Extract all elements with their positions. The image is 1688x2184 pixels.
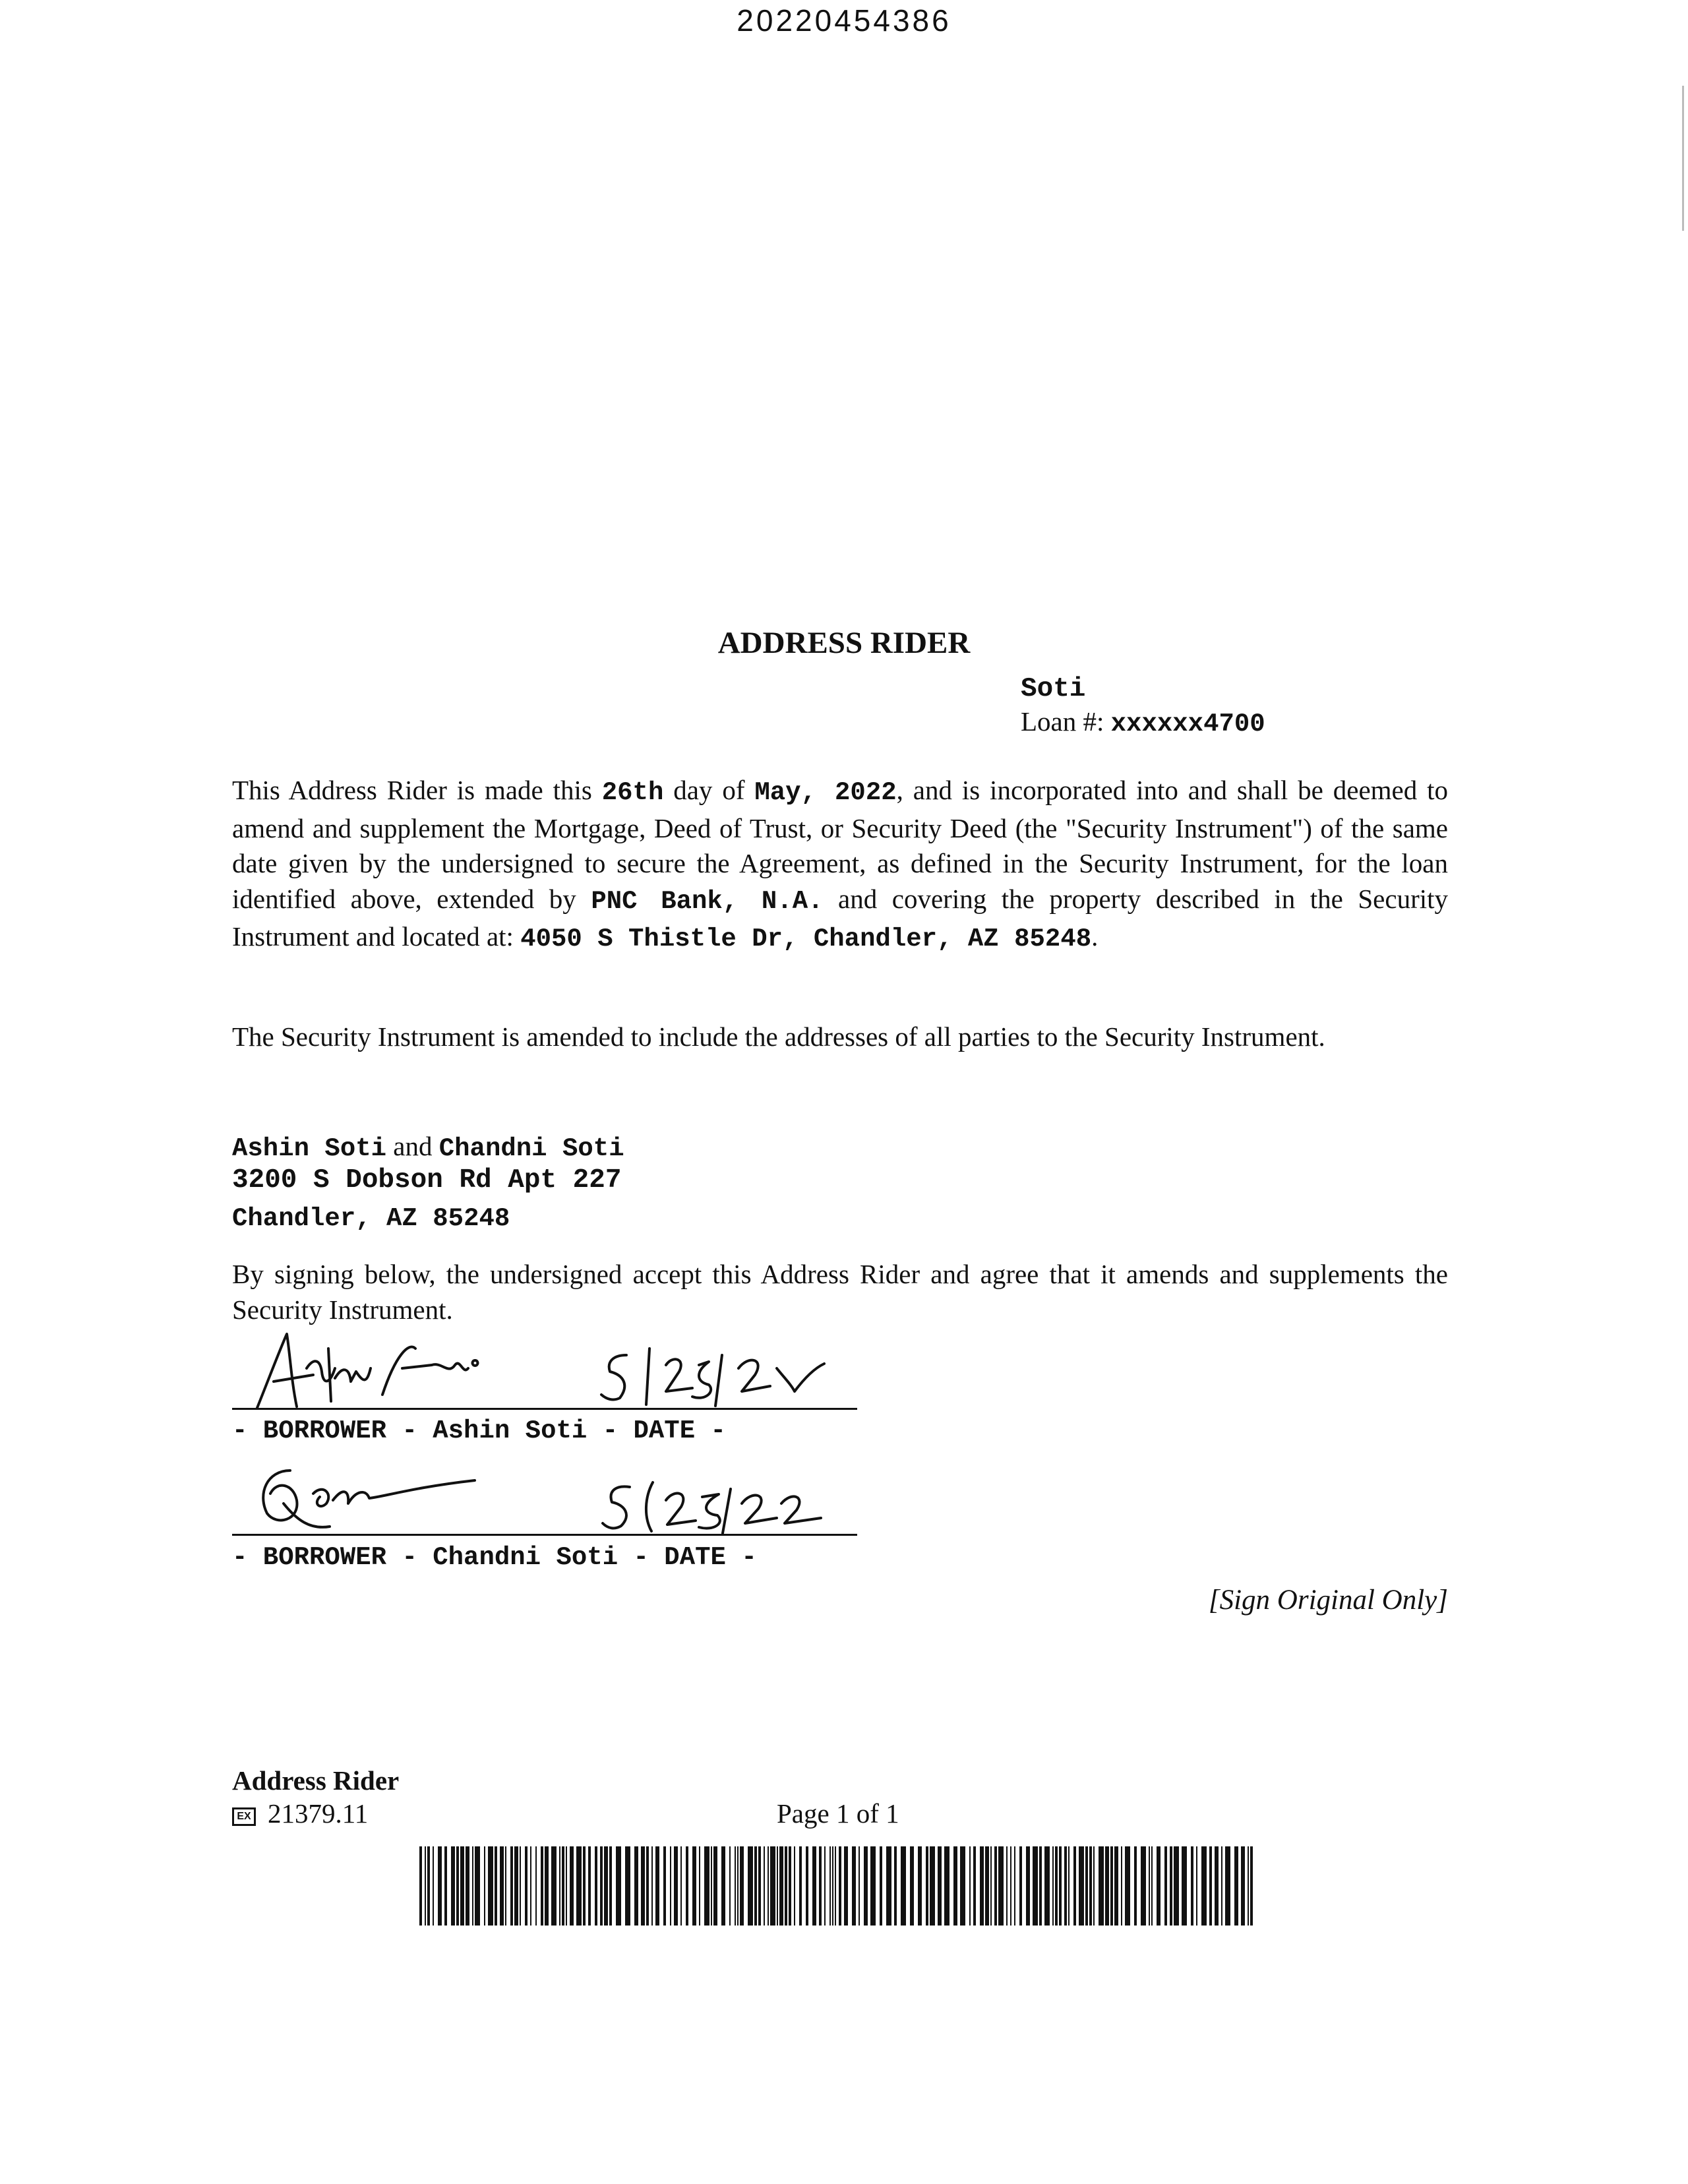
barcode-bar (1196, 1846, 1197, 1926)
barcode-bar (566, 1846, 567, 1926)
barcode-bar (1248, 1846, 1249, 1926)
barcode-bar (674, 1846, 678, 1926)
barcode-bar (505, 1846, 506, 1926)
barcode-bar (535, 1846, 537, 1926)
barcode-bar (918, 1846, 922, 1926)
barcode-bar (1170, 1846, 1172, 1926)
barcode-bar (655, 1846, 659, 1926)
barcode-bar (1121, 1846, 1122, 1926)
barcode-bar (609, 1846, 612, 1926)
barcode-bar (764, 1846, 765, 1926)
barcode-bar (545, 1846, 549, 1926)
party-name-2: Chandni Soti (438, 1134, 624, 1163)
barcode-bar (870, 1846, 876, 1926)
signature-line-2 (232, 1534, 857, 1536)
barcode-bar (1151, 1846, 1153, 1926)
barcode-bar (1141, 1846, 1146, 1926)
barcode-bar (994, 1846, 997, 1926)
barcode-bar (1225, 1846, 1230, 1926)
barcode-bar (433, 1846, 434, 1926)
barcode-bar (1215, 1846, 1219, 1926)
barcode-bar (1033, 1846, 1038, 1926)
barcode-bar (768, 1846, 769, 1926)
barcode-bar (973, 1846, 976, 1926)
amendment-paragraph: The Security Instrument is amended to include the addresses of all parties to the Security Instrument. (232, 1021, 1325, 1052)
barcode-bar (953, 1846, 957, 1926)
barcode-bar (1191, 1846, 1193, 1926)
rider-day: 26th (601, 778, 664, 807)
barcode-bar (1068, 1846, 1070, 1926)
barcode-bar (740, 1846, 744, 1926)
barcode-bar (779, 1846, 783, 1926)
date-handwritten-1 (593, 1345, 857, 1408)
barcode-bar (1059, 1846, 1062, 1926)
barcode-bar (588, 1846, 591, 1926)
barcode-bar (1019, 1846, 1022, 1926)
barcode-bar (551, 1846, 557, 1926)
lender-name: PNC Bank, N.A. (591, 886, 824, 916)
barcode-bar (1221, 1846, 1222, 1926)
barcode-bar (812, 1846, 816, 1926)
barcode-bar (1157, 1846, 1160, 1926)
barcode-bar (864, 1846, 868, 1926)
barcode-bar (910, 1846, 914, 1926)
footer-form-title: Address Rider (232, 1765, 400, 1796)
barcode-bar (886, 1846, 891, 1926)
barcode-bar (495, 1846, 497, 1926)
intro-text-5: . (1091, 921, 1099, 952)
party-joiner: and (386, 1131, 439, 1161)
document-title: ADDRESS RIDER (717, 626, 971, 660)
barcode-bar (789, 1846, 791, 1926)
signature-label-2: - BORROWER - Chandni Soti - DATE - (232, 1543, 757, 1572)
barcode-bar (1052, 1846, 1054, 1926)
barcode-bar (1182, 1846, 1187, 1926)
barcode-bar (500, 1846, 504, 1926)
barcode-bar (704, 1846, 709, 1926)
barcode-bar (735, 1846, 736, 1926)
barcode-bar (794, 1846, 795, 1926)
barcode-bar (419, 1846, 422, 1926)
borrower-surname: Soti (1021, 674, 1086, 704)
barcode-bar (472, 1846, 473, 1926)
barcode-bar (748, 1846, 753, 1926)
barcode-bar (754, 1846, 757, 1926)
barcode-bar (721, 1846, 725, 1926)
signature-label-1: - BORROWER - Ashin Soti - DATE - (232, 1416, 726, 1445)
barcode-bar (562, 1846, 564, 1926)
party-city-line (232, 1200, 510, 1233)
signing-paragraph: By signing below, the undersigned accept this Address Rider and agree that it amends and supplements the Security Instrument. (232, 1259, 1448, 1325)
barcode-bar (835, 1846, 836, 1926)
barcode-bar (926, 1846, 928, 1926)
barcode-bar (1164, 1846, 1167, 1926)
barcode-bar (1241, 1846, 1245, 1926)
barcode-bar (930, 1846, 935, 1926)
barcode-bar (427, 1846, 430, 1926)
barcode-bar (438, 1846, 442, 1926)
barcode-bar (1099, 1846, 1104, 1926)
barcode-bar (1174, 1846, 1179, 1926)
barcode-bar (785, 1846, 787, 1926)
barcode-bar (641, 1846, 645, 1926)
document-number: 20220454386 (737, 3, 951, 38)
barcode-bar (600, 1846, 603, 1926)
barcode-bar (844, 1846, 848, 1926)
barcode-bar (651, 1846, 653, 1926)
barcode-bar (1079, 1846, 1084, 1926)
barcode-bar (692, 1846, 696, 1926)
barcode-bar (819, 1846, 822, 1926)
intro-text-1: This Address Rider is made this (232, 775, 602, 805)
party-names (232, 1130, 624, 1163)
rider-month-year: May, 2022 (754, 778, 897, 807)
barcode-bar (514, 1846, 518, 1926)
barcode-bar (990, 1846, 992, 1926)
barcode-bar (699, 1846, 700, 1926)
barcode-bar (1234, 1846, 1238, 1926)
barcode-bar (770, 1846, 775, 1926)
barcode-bar (737, 1846, 738, 1926)
barcode-bar (1134, 1846, 1137, 1926)
barcode-bar (824, 1846, 826, 1926)
barcode-bar (1064, 1846, 1067, 1926)
barcode-bar (634, 1846, 638, 1926)
barcode-bar (525, 1846, 528, 1926)
barcode-bar (510, 1846, 513, 1926)
barcode-bar (1125, 1846, 1130, 1926)
barcode-bar (839, 1846, 841, 1926)
barcode-bar (998, 1846, 1004, 1926)
intro-paragraph (232, 773, 1448, 957)
barcode-bar (451, 1846, 455, 1926)
barcode-bar (832, 1846, 833, 1926)
barcode-bar (1044, 1846, 1050, 1926)
sign-original-note: [Sign Original Only] (1208, 1585, 1448, 1616)
barcode-bar (1250, 1846, 1253, 1926)
barcode-bar (484, 1846, 485, 1926)
barcode-bar (944, 1846, 950, 1926)
signature-line-1 (232, 1408, 857, 1410)
intro-text-4: and covering the property described in the Security Instrument and located at: (232, 883, 1449, 952)
barcode-bar (466, 1846, 469, 1926)
page-info: Page 1 of 1 (777, 1798, 899, 1829)
barcode-bar (663, 1846, 666, 1926)
scan-edge-mark (1682, 86, 1684, 231)
barcode-bar (1055, 1846, 1058, 1926)
barcode-bar (1089, 1846, 1092, 1926)
barcode-bar (1105, 1846, 1109, 1926)
barcode-bar (1073, 1846, 1076, 1926)
barcode-bar (1006, 1846, 1008, 1926)
barcode-bar (729, 1846, 731, 1926)
barcode-bar (425, 1846, 426, 1926)
barcode-bar (799, 1846, 802, 1926)
barcode-bar (686, 1846, 688, 1926)
barcode-bar (1026, 1846, 1030, 1926)
barcode-bar (829, 1846, 831, 1926)
barcode-bar (985, 1846, 989, 1926)
loan-label: Loan #: (1021, 706, 1104, 737)
barcode-bar (806, 1846, 808, 1926)
loan-number: xxxxxx4700 (1110, 710, 1265, 739)
barcode-bar (1114, 1846, 1118, 1926)
form-logo-icon: EX (232, 1807, 256, 1826)
barcode-bar (713, 1846, 717, 1926)
barcode-bar (604, 1846, 608, 1926)
property-address: 4050 S Thistle Dr, Chandler, AZ 85248 (520, 925, 1092, 954)
barcode-bar (980, 1846, 984, 1926)
barcode-bar (1209, 1846, 1212, 1926)
barcode-bar (460, 1846, 464, 1926)
signature-chandni-soti (251, 1457, 488, 1536)
form-number: 21379.11 (268, 1798, 369, 1829)
barcode-bar (595, 1846, 597, 1926)
barcode-bar (1085, 1846, 1088, 1926)
intro-text-2: day of (663, 775, 755, 805)
barcode-bar (1039, 1846, 1042, 1926)
party-city: Chandler, (232, 1204, 371, 1233)
barcode-bar (475, 1846, 480, 1926)
date-handwritten-2 (593, 1477, 857, 1536)
party-state-zip: AZ 85248 (371, 1204, 510, 1233)
barcode-bar (859, 1846, 860, 1926)
barcode-bar (960, 1846, 965, 1926)
barcode-bar (488, 1846, 493, 1926)
barcode-bar (625, 1846, 630, 1926)
signature-ashin-soti (251, 1329, 501, 1414)
barcode-bar (576, 1846, 582, 1926)
barcode-bar (680, 1846, 682, 1926)
barcode-bar (894, 1846, 897, 1926)
barcode-bar (583, 1846, 586, 1926)
barcode-bar (1110, 1846, 1113, 1926)
barcode-bar (570, 1846, 574, 1926)
barcode-bar (1149, 1846, 1150, 1926)
barcode-bar (777, 1846, 778, 1926)
barcode-bar (530, 1846, 531, 1926)
barcode-bar (852, 1846, 856, 1926)
barcode (419, 1846, 1258, 1926)
barcode-bar (1093, 1846, 1095, 1926)
loan-number-line (1021, 706, 1265, 739)
barcode-bar (1014, 1846, 1015, 1926)
party-name-1: Ashin Soti (232, 1134, 387, 1163)
barcode-bar (711, 1846, 712, 1926)
barcode-bar (559, 1846, 560, 1926)
barcode-bar (541, 1846, 543, 1926)
party-street: 3200 S Dobson Rd Apt 227 (232, 1165, 622, 1196)
barcode-bar (938, 1846, 942, 1926)
barcode-bar (616, 1846, 621, 1926)
barcode-bar (758, 1846, 761, 1926)
barcode-bar (880, 1846, 882, 1926)
barcode-bar (520, 1846, 521, 1926)
barcode-bar (969, 1846, 971, 1926)
barcode-bar (444, 1846, 447, 1926)
barcode-bar (456, 1846, 459, 1926)
footer-form-line (232, 1798, 368, 1829)
barcode-bar (1201, 1846, 1207, 1926)
barcode-bar (901, 1846, 906, 1926)
intro-text-3: , and is incorporated into and shall be deemed to amend and supplement the Mortgage, Deed of Trust, or Security Deed (the "Security Instrument") of the same date given by the undersigned to secure the Agreement, as defined in the Security Instrument, for the loan identified above, extended by (232, 775, 1448, 914)
barcode-bar (1010, 1846, 1011, 1926)
barcode-bar (670, 1846, 671, 1926)
barcode-bar (646, 1846, 649, 1926)
